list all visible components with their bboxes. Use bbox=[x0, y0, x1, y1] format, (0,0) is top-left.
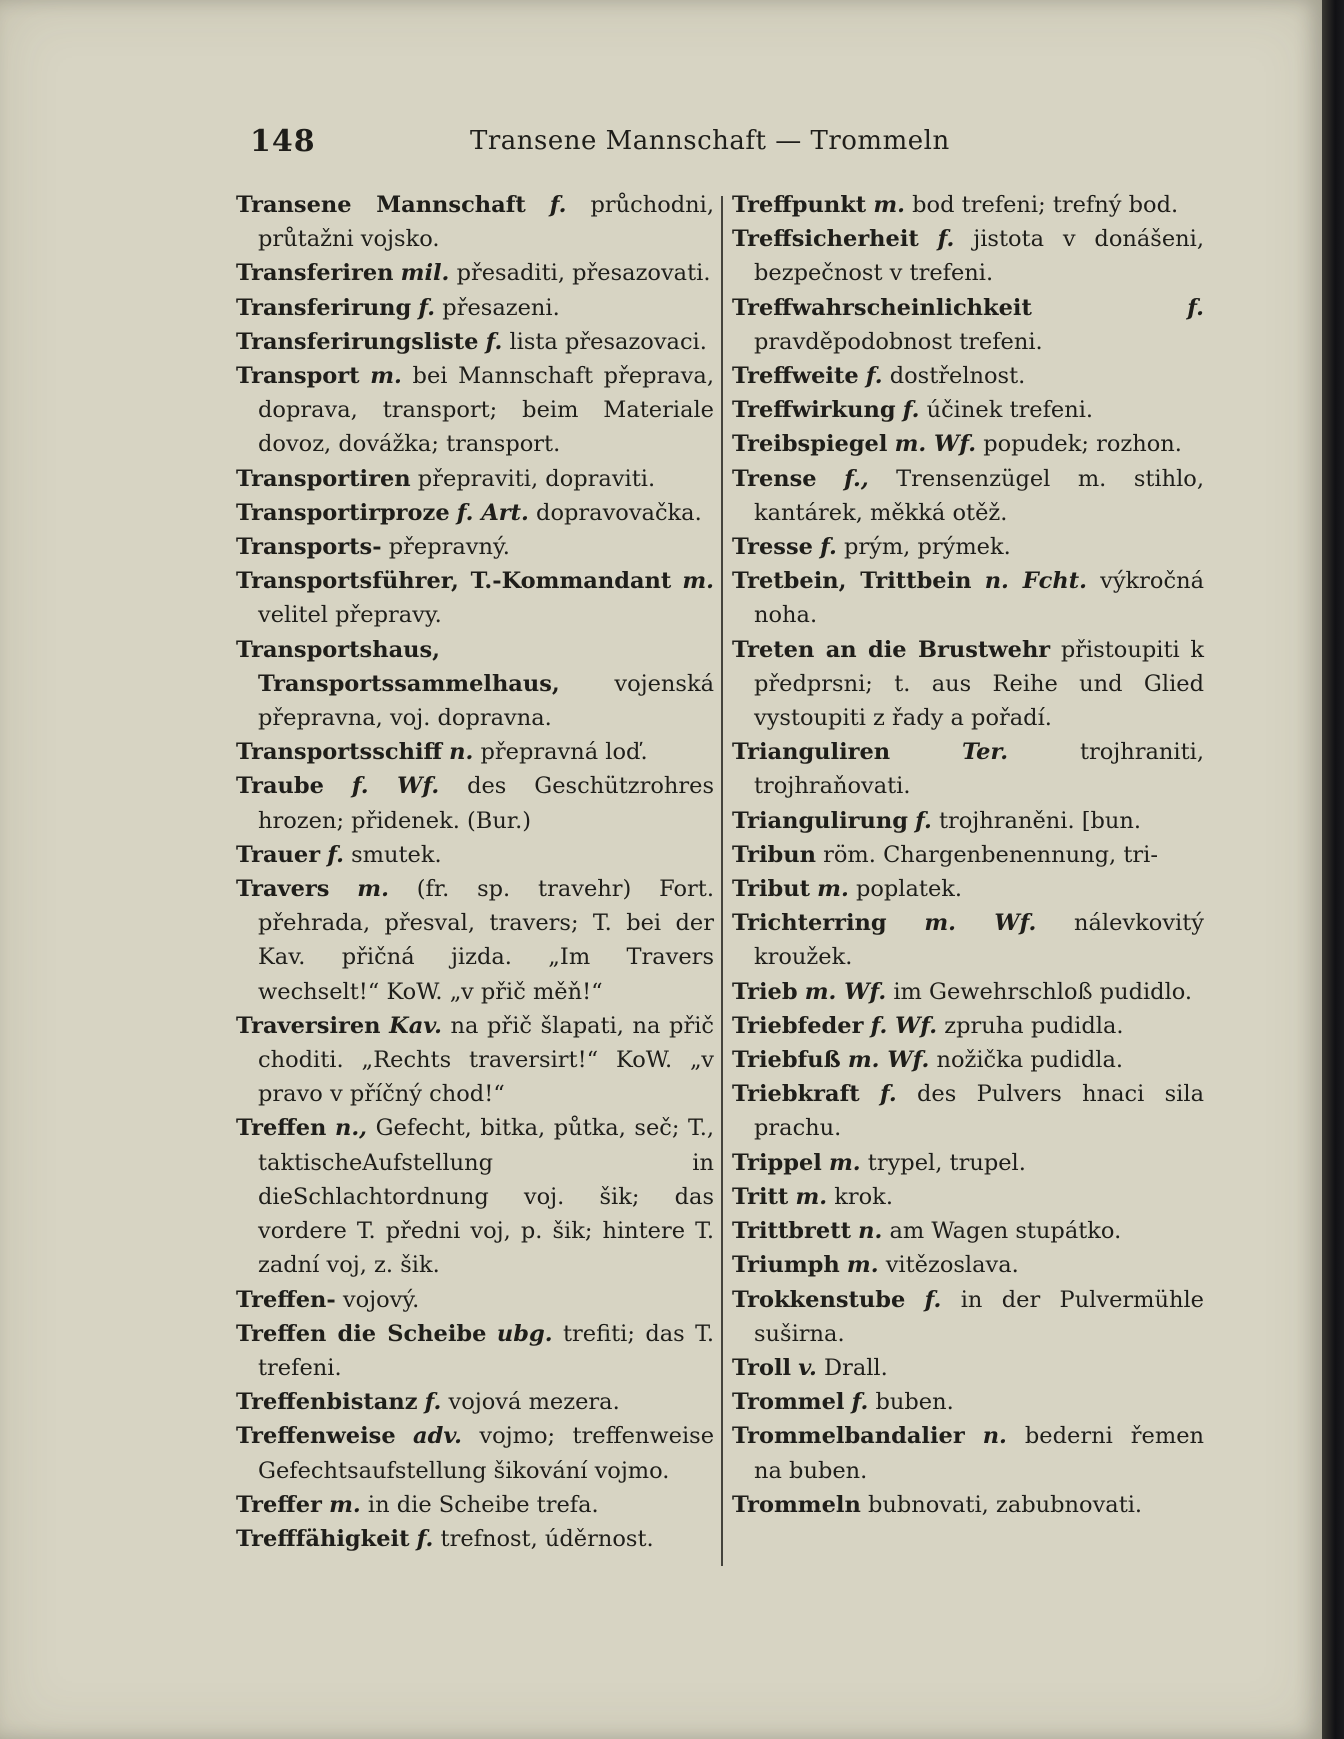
entry-headword: Trommelbandalier bbox=[732, 1423, 965, 1450]
dictionary-entry bbox=[236, 1283, 714, 1317]
dictionary-entry bbox=[732, 1009, 1204, 1043]
entry-grammar: m. bbox=[817, 876, 849, 903]
entry-translation: přesazeni. bbox=[442, 294, 560, 321]
dictionary-entry bbox=[732, 1351, 1204, 1385]
entry-translation: bod trefeni; trefný bod. bbox=[912, 192, 1179, 218]
entry-grammar: f. bbox=[937, 226, 955, 253]
entry-translation: dopravovačka. bbox=[536, 499, 702, 526]
entry-translation: přistoupiti k předprsni; t. aus Reihe und Glied vystoupiti z řady a pořadí. bbox=[754, 636, 1204, 732]
entry-grammar: Kav. bbox=[389, 1012, 442, 1039]
entry-grammar: f. bbox=[851, 1389, 869, 1416]
entry-translation: zpruha pudidla. bbox=[944, 1012, 1124, 1039]
entry-headword: Trommel bbox=[732, 1389, 845, 1416]
entry-grammar: v. bbox=[798, 1354, 817, 1381]
entry-headword: Treffwirkung bbox=[732, 397, 896, 424]
entry-grammar: f. bbox=[327, 841, 344, 868]
entry-translation: lista přesazovaci. bbox=[509, 328, 707, 355]
entry-translation: prým, prýmek. bbox=[843, 534, 1011, 561]
dictionary-entry bbox=[236, 735, 714, 769]
entry-headword: Transferirungsliste bbox=[236, 328, 479, 355]
dictionary-entry bbox=[236, 291, 714, 325]
entry-headword: Triebfuß bbox=[732, 1047, 841, 1074]
entry-grammar: n. bbox=[449, 739, 474, 766]
dictionary-entry bbox=[236, 496, 714, 530]
entry-translation: na přič šlapati, na přič choditi. „Rechts traversirt!“ KoW. „v pravo v příčný chod!“ bbox=[258, 1012, 715, 1108]
entry-translation: nálevkovitý kroužek. bbox=[754, 910, 1204, 971]
entry-translation: vojová mezera. bbox=[448, 1389, 620, 1416]
entry-grammar: f. bbox=[1187, 294, 1204, 321]
entry-translation: vitězoslava. bbox=[885, 1252, 1019, 1279]
entry-translation: bei Mannschaft přeprava, doprava, transport; beim Materiale dovoz, dovážka; transport. bbox=[258, 363, 714, 458]
entry-translation: krok. bbox=[834, 1183, 893, 1210]
entry-headword: Triumph bbox=[732, 1252, 840, 1279]
dictionary-entry bbox=[732, 462, 1204, 530]
dictionary-entry bbox=[732, 1214, 1204, 1248]
dictionary-entry bbox=[236, 769, 714, 837]
entry-headword: Tretbein, Trittbein bbox=[732, 568, 972, 595]
entry-translation: přesaditi, přesazovati. bbox=[456, 260, 711, 287]
dictionary-entry bbox=[732, 1488, 1204, 1522]
entry-grammar: m. bbox=[357, 876, 389, 903]
entry-translation: přepraviti, dopraviti. bbox=[417, 465, 656, 492]
entry-translation: im Gewehrschloß pudidlo. bbox=[893, 978, 1193, 1005]
entry-headword: Traube bbox=[236, 773, 324, 800]
entry-grammar: f. bbox=[416, 1525, 434, 1552]
dictionary-entry bbox=[732, 427, 1204, 461]
entry-headword: Treffwahrscheinlichkeit bbox=[732, 294, 1032, 321]
page-header bbox=[0, 124, 1260, 164]
entry-headword: Treffsicherheit bbox=[732, 226, 919, 253]
entry-translation: trefiti; das T. trefeni. bbox=[258, 1320, 715, 1381]
entry-headword: Transene Mannschaft bbox=[236, 192, 526, 218]
entry-headword: Transferirung bbox=[236, 294, 412, 321]
dictionary-entry bbox=[236, 325, 714, 359]
entry-grammar: f. bbox=[924, 1286, 942, 1313]
dictionary-entry bbox=[236, 1488, 714, 1522]
entry-headword: Treffen die Scheibe bbox=[236, 1320, 487, 1347]
page-number: 148 bbox=[250, 124, 316, 159]
entry-headword: Treffweite bbox=[732, 363, 859, 390]
entry-grammar: f. Wf. bbox=[870, 1012, 938, 1039]
entry-translation: buben. bbox=[875, 1389, 954, 1416]
entry-grammar: m. bbox=[329, 1491, 361, 1518]
entry-headword: Traversiren bbox=[236, 1012, 381, 1039]
entry-headword: Tresse bbox=[732, 534, 813, 561]
entry-translation: trojhraniti, trojhraňovati. bbox=[754, 739, 1204, 800]
dictionary-entry bbox=[236, 1111, 714, 1282]
entry-headword: Transportsführer, T.-Kommandant bbox=[236, 568, 672, 595]
dictionary-entry bbox=[732, 530, 1204, 564]
entry-translation: Trensenzügel m. stihlo, kantárek, měkká otěž. bbox=[754, 465, 1204, 526]
entry-headword: Trokkenstube bbox=[732, 1286, 906, 1313]
entry-grammar: ubg. bbox=[496, 1320, 553, 1347]
entry-headword: Trittbrett bbox=[732, 1218, 851, 1245]
entry-translation: přepravný. bbox=[388, 534, 510, 561]
dictionary-entry bbox=[732, 291, 1204, 359]
entry-headword: Triebkraft bbox=[732, 1081, 860, 1108]
dictionary-entry bbox=[236, 1317, 714, 1385]
entry-grammar: m. bbox=[829, 1149, 861, 1176]
dictionary-entry bbox=[236, 462, 714, 496]
entry-translation: velitel přepravy. bbox=[258, 602, 442, 629]
entry-translation: am Wagen stupátko. bbox=[889, 1218, 1122, 1245]
left-column bbox=[236, 188, 714, 1556]
dictionary-entry bbox=[236, 564, 714, 632]
entry-grammar: f. bbox=[549, 192, 567, 218]
entry-headword: Trommeln bbox=[732, 1491, 861, 1518]
entry-grammar: mil. bbox=[400, 260, 450, 287]
dictionary-entry bbox=[732, 735, 1204, 803]
entry-grammar: m. Wf. bbox=[804, 978, 887, 1005]
entry-translation: trefnost, úděrnost. bbox=[440, 1525, 654, 1552]
entry-translation: vojový. bbox=[342, 1286, 420, 1313]
entry-translation: dostřelnost. bbox=[889, 363, 1026, 390]
entry-translation: smutek. bbox=[351, 841, 442, 868]
entry-grammar: f. bbox=[865, 363, 883, 390]
entry-headword: Transportshaus, Transportssammelhaus, bbox=[236, 636, 560, 697]
entry-grammar: f. bbox=[915, 807, 932, 834]
entry-grammar: m. bbox=[795, 1183, 828, 1210]
running-head: Transene Mannschaft — Trommeln bbox=[470, 126, 950, 156]
entry-translation: přepravná loď. bbox=[480, 739, 648, 766]
entry-headword: Treten an die Brustwehr bbox=[732, 636, 1051, 663]
entry-translation: vojmo; treffenweise Gefechtsaufstellung šikování vojmo. bbox=[258, 1423, 715, 1484]
entry-headword: Treffer bbox=[236, 1491, 322, 1518]
entry-translation: bederni řemen na buben. bbox=[754, 1423, 1204, 1484]
entry-headword: Travers bbox=[236, 876, 330, 903]
dictionary-entry bbox=[732, 1146, 1204, 1180]
entry-translation: nožička pudidla. bbox=[936, 1047, 1124, 1074]
entry-headword: Trichterring bbox=[732, 910, 887, 937]
entry-grammar: m. bbox=[682, 568, 714, 595]
entry-headword: Treffenweise bbox=[236, 1423, 396, 1450]
entry-headword: Transports- bbox=[236, 534, 382, 561]
entry-headword: Tribut bbox=[732, 876, 810, 903]
dictionary-entry bbox=[732, 1077, 1204, 1145]
entry-grammar: n., bbox=[334, 1115, 368, 1142]
dictionary-entry bbox=[732, 633, 1204, 736]
dictionary-entry bbox=[732, 1283, 1204, 1351]
entry-translation: průchodni, průtažni vojsko. bbox=[258, 192, 715, 253]
entry-headword: Treibspiegel bbox=[732, 431, 888, 458]
dictionary-entry bbox=[732, 1419, 1204, 1487]
dictionary-entry bbox=[236, 1419, 714, 1487]
entry-grammar: f., bbox=[844, 465, 869, 492]
column-divider bbox=[721, 196, 723, 1566]
entry-grammar: m. bbox=[846, 1252, 879, 1279]
entry-translation: vojenská přepravna, voj. dopravna. bbox=[258, 670, 714, 732]
entry-headword: Trieb bbox=[732, 978, 798, 1005]
entry-translation: in der Pulvermühle suširna. bbox=[754, 1286, 1204, 1347]
entry-headword: Transportiren bbox=[236, 465, 411, 492]
entry-grammar: m. Wf. bbox=[894, 431, 977, 458]
entry-translation: pravděpodobnost trefeni. bbox=[754, 328, 1043, 355]
dictionary-entry bbox=[732, 1248, 1204, 1282]
entry-headword: Transportsschiff bbox=[236, 739, 442, 766]
dictionary-entry bbox=[732, 1043, 1204, 1077]
entry-grammar: f. bbox=[418, 294, 436, 321]
dictionary-entry bbox=[732, 222, 1204, 290]
entry-translation: Gefecht, bitka, půtka, seč; T., taktischeAufstellung in dieSchlachtordnung voj. šik; das vordere T. předni voj, p. šik; hintere T. zadní voj, z. šik. bbox=[258, 1115, 715, 1279]
entry-headword: Triangulirung bbox=[732, 807, 908, 834]
entry-translation: bubnovati, zabubnovati. bbox=[867, 1491, 1143, 1518]
entry-grammar: f. bbox=[485, 328, 503, 355]
entry-grammar: f. bbox=[424, 1389, 442, 1416]
entry-headword: Treffenbistanz bbox=[236, 1389, 418, 1416]
entry-headword: Trauer bbox=[236, 841, 321, 868]
dictionary-entry bbox=[732, 1180, 1204, 1214]
right-column bbox=[732, 188, 1204, 1522]
dictionary-entry bbox=[732, 564, 1204, 632]
dictionary-entry bbox=[236, 530, 714, 564]
dictionary-entry bbox=[732, 804, 1204, 838]
entry-headword: Treffen- bbox=[236, 1286, 336, 1313]
dictionary-entry bbox=[236, 188, 714, 256]
dictionary-entry bbox=[236, 1009, 714, 1112]
entry-grammar: m. bbox=[873, 192, 905, 218]
entry-grammar: f. Wf. bbox=[351, 773, 440, 800]
entry-grammar: n. bbox=[858, 1218, 883, 1245]
dictionary-entry bbox=[732, 906, 1204, 974]
dictionary-entry bbox=[236, 256, 714, 290]
entry-grammar: n. bbox=[982, 1423, 1007, 1450]
entry-grammar: m. Wf. bbox=[847, 1047, 930, 1074]
dictionary-entry bbox=[236, 1522, 714, 1556]
entry-translation: popudek; rozhon. bbox=[983, 431, 1182, 458]
entry-grammar: f. bbox=[820, 534, 837, 561]
dictionary-entry bbox=[236, 359, 714, 462]
entry-headword: Treffen bbox=[236, 1115, 327, 1142]
dictionary-entry bbox=[732, 359, 1204, 393]
entry-translation: in die Scheibe trefa. bbox=[367, 1491, 599, 1518]
entry-translation: trypel, trupel. bbox=[867, 1149, 1026, 1176]
entry-headword: Transferiren bbox=[236, 260, 394, 287]
entry-headword: Troll bbox=[732, 1354, 792, 1381]
dictionary-entry bbox=[732, 393, 1204, 427]
entry-translation: (fr. sp. travehr) Fort. přehrada, přesval, travers; T. bei der Kav. přičná jizda. „Im Travers wechselt!“ KoW. „v přič měň!“ bbox=[258, 876, 714, 1005]
entry-grammar: n. Fcht. bbox=[984, 568, 1087, 595]
entry-translation: Drall. bbox=[824, 1354, 888, 1381]
dictionary-entry bbox=[732, 188, 1204, 222]
dictionary-entry bbox=[236, 838, 714, 872]
dictionary-entry bbox=[236, 1385, 714, 1419]
entry-headword: Treffpunkt bbox=[732, 192, 867, 218]
entry-grammar: f. bbox=[902, 397, 920, 424]
entry-grammar: f. bbox=[879, 1081, 897, 1108]
entry-translation: výkročná noha. bbox=[754, 568, 1204, 629]
entry-headword: Tribun bbox=[732, 841, 816, 868]
entry-translation: des Geschützrohres hrozen; přidenek. (Bur.) bbox=[258, 773, 714, 834]
entry-translation: trojhraněni. [bun. bbox=[938, 807, 1142, 834]
entry-headword: Transport bbox=[236, 363, 360, 390]
dictionary-entry bbox=[236, 872, 714, 1009]
entry-headword: Tritt bbox=[732, 1183, 789, 1210]
entry-grammar: m. bbox=[370, 363, 402, 390]
book-spine bbox=[1322, 0, 1344, 1739]
entry-translation: jistota v donášeni, bezpečnost v trefeni. bbox=[754, 226, 1204, 287]
entry-headword: Trianguliren bbox=[732, 739, 891, 766]
entry-grammar: f. Art. bbox=[456, 499, 529, 526]
dictionary-entry bbox=[236, 633, 714, 736]
entry-headword: Triebfeder bbox=[732, 1012, 864, 1039]
entry-translation: des Pulvers hnaci sila prachu. bbox=[754, 1081, 1204, 1142]
entry-headword: Trippel bbox=[732, 1149, 822, 1176]
entry-translation: röm. Chargenbenennung, tri- bbox=[823, 841, 1158, 868]
entry-headword: Transportirproze bbox=[236, 499, 450, 526]
entry-translation: poplatek. bbox=[855, 876, 963, 903]
dictionary-entry bbox=[732, 975, 1204, 1009]
entry-grammar: Ter. bbox=[962, 739, 1009, 766]
entry-headword: Trense bbox=[732, 465, 817, 492]
entry-grammar: m. Wf. bbox=[924, 910, 1037, 937]
entry-grammar: adv. bbox=[413, 1423, 462, 1450]
dictionary-entry bbox=[732, 872, 1204, 906]
dictionary-entry bbox=[732, 1385, 1204, 1419]
entry-translation: účinek trefeni. bbox=[926, 397, 1094, 424]
dictionary-entry bbox=[732, 838, 1204, 872]
entry-headword: Trefffähigkeit bbox=[236, 1525, 410, 1552]
